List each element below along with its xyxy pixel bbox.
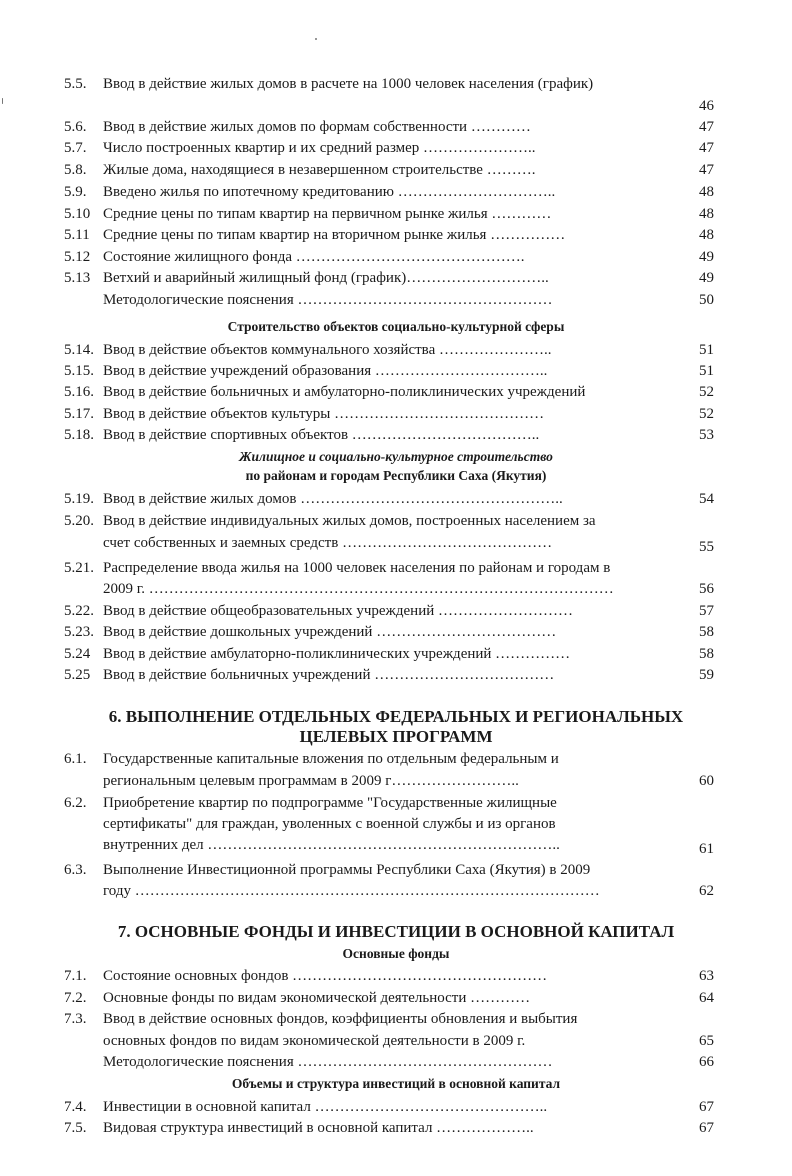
scan-speck bbox=[2, 98, 3, 104]
entry-number: 5.13 bbox=[64, 270, 91, 286]
entry-number: 5.5. bbox=[64, 76, 87, 92]
entry-title-continued: внутренних дел …………………………………………………………….. bbox=[103, 837, 560, 853]
entry-title: Средние цены по типам квартир на первичном рынке жилья ………… bbox=[103, 206, 552, 222]
entry-number: 5.7. bbox=[64, 140, 87, 156]
entry-title-continued: сертификаты" для граждан, уволенных с военной службы и из органов bbox=[103, 816, 556, 832]
subsection-heading: Строительство объектов социально-культурной сферы bbox=[227, 319, 565, 334]
page-number: 51 bbox=[699, 363, 714, 379]
entry-number: 6.1. bbox=[64, 751, 87, 767]
entry-number: 6.3. bbox=[64, 862, 87, 878]
entry-number: 5.12 bbox=[64, 249, 91, 265]
entry-title: Ввод в действие больничных учреждений ……………………………… bbox=[103, 667, 555, 683]
page-number: 63 bbox=[699, 968, 714, 984]
section-heading-7: 7. ОСНОВНЫЕ ФОНДЫ И ИНВЕСТИЦИИ В ОСНОВНОЙ КАПИТАЛ bbox=[117, 922, 675, 941]
page-number: 64 bbox=[699, 990, 714, 1006]
page-number: 65 bbox=[699, 1033, 714, 1049]
entry-number: 7.2. bbox=[64, 990, 87, 1006]
page-number: 50 bbox=[699, 292, 714, 308]
entry-title-continued: году ………………………………………………………………………………… bbox=[103, 883, 600, 899]
entry-number: 5.8. bbox=[64, 162, 87, 178]
page-number: 47 bbox=[699, 140, 714, 156]
entry-title: Методологические пояснения …………………………………………… bbox=[103, 292, 553, 308]
page-number: 58 bbox=[699, 646, 714, 662]
page-number: 48 bbox=[699, 227, 714, 243]
entry-title: Ввод в действие спортивных объектов ……………………………….. bbox=[103, 427, 540, 443]
section-heading-6: 6. ВЫПОЛНЕНИЕ ОТДЕЛЬНЫХ ФЕДЕРАЛЬНЫХ И РЕГИОНАЛЬНЫХ bbox=[108, 707, 684, 726]
page-number: 52 bbox=[699, 384, 714, 400]
entry-title: Ввод в действие индивидуальных жилых домов, построенных населением за bbox=[103, 513, 596, 529]
entry-title: Состояние жилищного фонда ………………………………………. bbox=[103, 249, 525, 265]
entry-title-continued: региональным целевым программам в 2009 г…………………….. bbox=[103, 773, 519, 789]
entry-number: 5.17. bbox=[64, 406, 94, 422]
entry-title-continued: счет собственных и заемных средств …………………………………… bbox=[103, 535, 553, 551]
entry-number: 5.25 bbox=[64, 667, 91, 683]
entry-number: 5.9. bbox=[64, 184, 87, 200]
page-number: 57 bbox=[699, 603, 714, 619]
subsection-heading: по районам и городам Республики Саха (Якутия) bbox=[245, 468, 547, 483]
entry-title: Ввод в действие объектов коммунального хозяйства ………………….. bbox=[103, 342, 552, 358]
entry-title: Распределение ввода жилья на 1000 человек населения по районам и городам в bbox=[103, 560, 611, 576]
page-number: 53 bbox=[699, 427, 714, 443]
entry-title: Ввод в действие амбулаторно-поликлинических учреждений …………… bbox=[103, 646, 571, 662]
page-number: 56 bbox=[699, 581, 714, 597]
entry-number: 5.11 bbox=[64, 227, 90, 243]
entry-number: 5.16. bbox=[64, 384, 94, 400]
entry-title-continued: 2009 г. ………………………………………………………………………………… bbox=[103, 581, 614, 597]
page-number: 47 bbox=[699, 119, 714, 135]
entry-number: 5.20. bbox=[64, 513, 94, 529]
entry-title: Состояние основных фондов …………………………………………… bbox=[103, 968, 548, 984]
entry-title-continued: основных фондов по видам экономической деятельности в 2009 г. bbox=[103, 1033, 526, 1049]
entry-number: 5.21. bbox=[64, 560, 94, 576]
page-number: 46 bbox=[699, 98, 714, 114]
entry-title: Ветхий и аварийный жилищный фонд (график)……………………….. bbox=[103, 270, 549, 286]
entry-number: 5.23. bbox=[64, 624, 94, 640]
page-number: 67 bbox=[699, 1120, 714, 1136]
entry-title: Жилые дома, находящиеся в незавершенном строительстве ………. bbox=[103, 162, 536, 178]
page-number: 59 bbox=[699, 667, 714, 683]
entry-title: Ввод в действие жилых домов …………………………………………….. bbox=[103, 491, 563, 507]
entry-title: Ввод в действие учреждений образования …………………………….. bbox=[103, 363, 548, 379]
scan-speck bbox=[315, 38, 317, 40]
entry-number: 7.4. bbox=[64, 1099, 87, 1115]
page-number: 54 bbox=[699, 491, 714, 507]
entry-title: Основные фонды по видам экономической деятельности ………… bbox=[103, 990, 531, 1006]
entry-number: 5.6. bbox=[64, 119, 87, 135]
entry-title: Методологические пояснения …………………………………………… bbox=[103, 1054, 553, 1070]
entry-title: Выполнение Инвестиционной программы Республики Саха (Якутия) в 2009 bbox=[103, 862, 591, 878]
page-number: 58 bbox=[699, 624, 714, 640]
entry-number: 5.24 bbox=[64, 646, 91, 662]
entry-number: 5.14. bbox=[64, 342, 94, 358]
section-heading-6-cont: ЦЕЛЕВЫХ ПРОГРАММ bbox=[299, 727, 493, 746]
subsection-heading: Жилищное и социально-культурное строительство bbox=[239, 449, 553, 464]
entry-number: 7.3. bbox=[64, 1011, 87, 1027]
page-number: 55 bbox=[699, 539, 714, 555]
entry-title: Государственные капитальные вложения по отдельным федеральным и bbox=[103, 751, 559, 767]
entry-title: Ввод в действие общеобразовательных учреждений ……………………… bbox=[103, 603, 574, 619]
subsection-heading: Объемы и структура инвестиций в основной капитал bbox=[231, 1076, 561, 1091]
entry-title: Ввод в действие основных фондов, коэффициенты обновления и выбытия bbox=[103, 1011, 578, 1027]
page-number: 67 bbox=[699, 1099, 714, 1115]
page-number: 48 bbox=[699, 184, 714, 200]
page-number: 60 bbox=[699, 773, 714, 789]
entry-number: 5.18. bbox=[64, 427, 94, 443]
entry-number: 5.22. bbox=[64, 603, 94, 619]
entry-title: Инвестиции в основной капитал ……………………………………….. bbox=[103, 1099, 548, 1115]
subsection-heading: Основные фонды bbox=[342, 946, 450, 961]
entry-number: 5.10 bbox=[64, 206, 91, 222]
entry-number: 5.15. bbox=[64, 363, 94, 379]
entry-title: Ввод в действие жилых домов в расчете на 1000 человек населения (график) bbox=[103, 76, 594, 92]
entry-number: 7.1. bbox=[64, 968, 87, 984]
entry-title: Видовая структура инвестиций в основной капитал ……………….. bbox=[103, 1120, 534, 1136]
entry-number: 5.19. bbox=[64, 491, 94, 507]
page-number: 49 bbox=[699, 249, 714, 265]
entry-title: Введено жилья по ипотечному кредитованию ………………………….. bbox=[103, 184, 556, 200]
page-number: 51 bbox=[699, 342, 714, 358]
entry-number: 7.5. bbox=[64, 1120, 87, 1136]
page-number: 52 bbox=[699, 406, 714, 422]
page-number: 49 bbox=[699, 270, 714, 286]
page-number: 66 bbox=[699, 1054, 714, 1070]
page-number: 47 bbox=[699, 162, 714, 178]
entry-number: 6.2. bbox=[64, 795, 87, 811]
entry-title: Число построенных квартир и их средний размер ………………….. bbox=[103, 140, 536, 156]
entry-title: Ввод в действие дошкольных учреждений ……………………………… bbox=[103, 624, 557, 640]
page-number: 62 bbox=[699, 883, 714, 899]
page-number: 61 bbox=[699, 841, 714, 857]
entry-title: Ввод в действие жилых домов по формам собственности ………… bbox=[103, 119, 531, 135]
page-number: 48 bbox=[699, 206, 714, 222]
entry-title: Приобретение квартир по подпрограмме "Государственные жилищные bbox=[103, 795, 557, 811]
entry-title: Ввод в действие больничных и амбулаторно-поликлинических учреждений bbox=[103, 384, 586, 400]
entry-title: Ввод в действие объектов культуры …………………………………… bbox=[103, 406, 545, 422]
entry-title: Средние цены по типам квартир на вторичном рынке жилья …………… bbox=[103, 227, 566, 243]
